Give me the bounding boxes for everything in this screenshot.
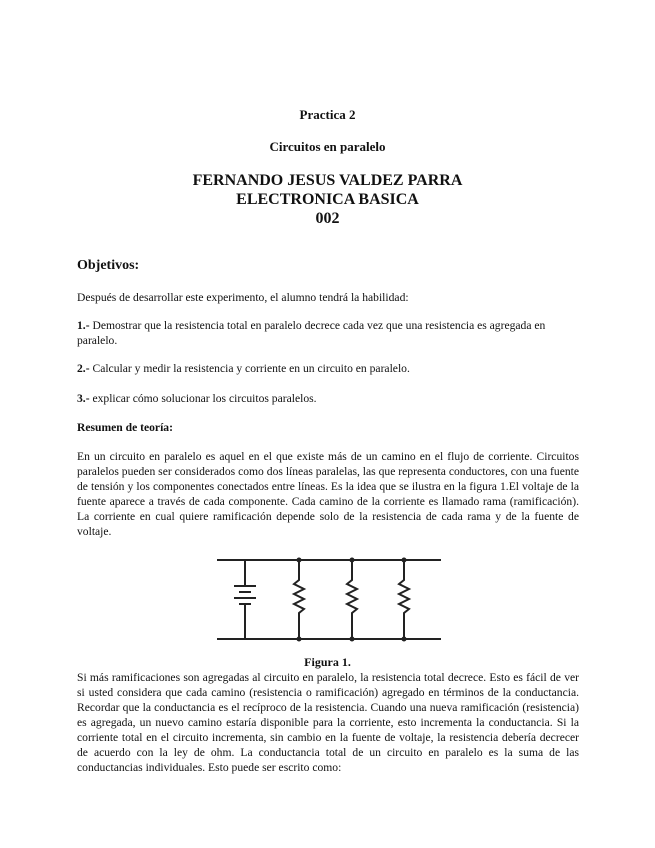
junction-node bbox=[350, 558, 355, 563]
resistor-branch-1 bbox=[294, 560, 304, 639]
objectives-intro: Después de desarrollar este experimento, el alumno tendrá la habilidad: bbox=[77, 291, 409, 304]
junction-node bbox=[297, 637, 302, 642]
theory-paragraph-1: En un circuito en paralelo es aquel en el que existe más de un camino en el flujo de corriente. Circuitos paralelos pueden ser considerados como dos líneas paralelas, las que representa conductores, con una fuente de tensión y los componentes conectados entre líneas. Es la idea que se ilustra en la figura 1.El voltaje de la fuente aparece a través de cada componente. Cada camino de la corriente es llamado rama (ramificación). La corriente en cual quiere ramificación depende solo de la resistencia de cada rama y de la fuente de voltaje. bbox=[77, 450, 579, 538]
voltage-source-symbol bbox=[234, 560, 256, 639]
resistor-branch-3 bbox=[399, 560, 409, 639]
objective-text: Demostrar que la resistencia total en paralelo decrece cada vez que una resistencia es agregada en paralelo. bbox=[77, 319, 546, 347]
figure-caption: Figura 1. bbox=[304, 655, 351, 669]
parallel-circuit-figure bbox=[213, 550, 443, 646]
objective-text: Calcular y medir la resistencia y corriente en un circuito en paralelo. bbox=[89, 362, 410, 375]
practice-title: Practica 2 bbox=[299, 107, 356, 122]
course-name: ELECTRONICA BASICA bbox=[236, 191, 419, 208]
objective-number: 3.- bbox=[77, 392, 90, 405]
junction-node bbox=[402, 637, 407, 642]
objectives-heading: Objetivos: bbox=[77, 258, 140, 273]
practice-subtitle: Circuitos en paralelo bbox=[269, 139, 386, 154]
objective-number: 1.- bbox=[77, 319, 90, 332]
theory-heading: Resumen de teoría: bbox=[77, 421, 173, 434]
objective-item-2 bbox=[77, 361, 579, 376]
resistor-branch-2 bbox=[347, 560, 357, 639]
objective-text: explicar cómo solucionar los circuitos paralelos. bbox=[89, 392, 317, 405]
objective-item-3 bbox=[77, 391, 579, 406]
junction-node bbox=[297, 558, 302, 563]
group-number: 002 bbox=[315, 210, 340, 227]
junction-node bbox=[402, 558, 407, 563]
objective-item-1 bbox=[77, 318, 579, 348]
junction-node bbox=[350, 637, 355, 642]
objective-number: 2.- bbox=[77, 362, 90, 375]
theory-paragraph-2: Si más ramificaciones son agregadas al circuito en paralelo, la resistencia total decrece. Esto es fácil de ver si usted considera que cada camino (resistencia o ramificación) agregado en términos de la conductancia. Recordar que la conductancia es el recíproco de la resistencia. Cuando una nueva ramificación (resistencia) es agregada, un nuevo camino estaría disponible para la corriente, esto incrementa la conductancia. Si la corriente total en el circuito incrementa, sin cambio en la fuente de voltaje, la resistencia debería decrecer de acuerdo con la ley de ohm. La conductancia total de un circuito en paralelo es la suma de las conductancias individuales. Esto puede ser escrito como: bbox=[77, 671, 579, 774]
author-name: FERNANDO JESUS VALDEZ PARRA bbox=[192, 172, 463, 189]
